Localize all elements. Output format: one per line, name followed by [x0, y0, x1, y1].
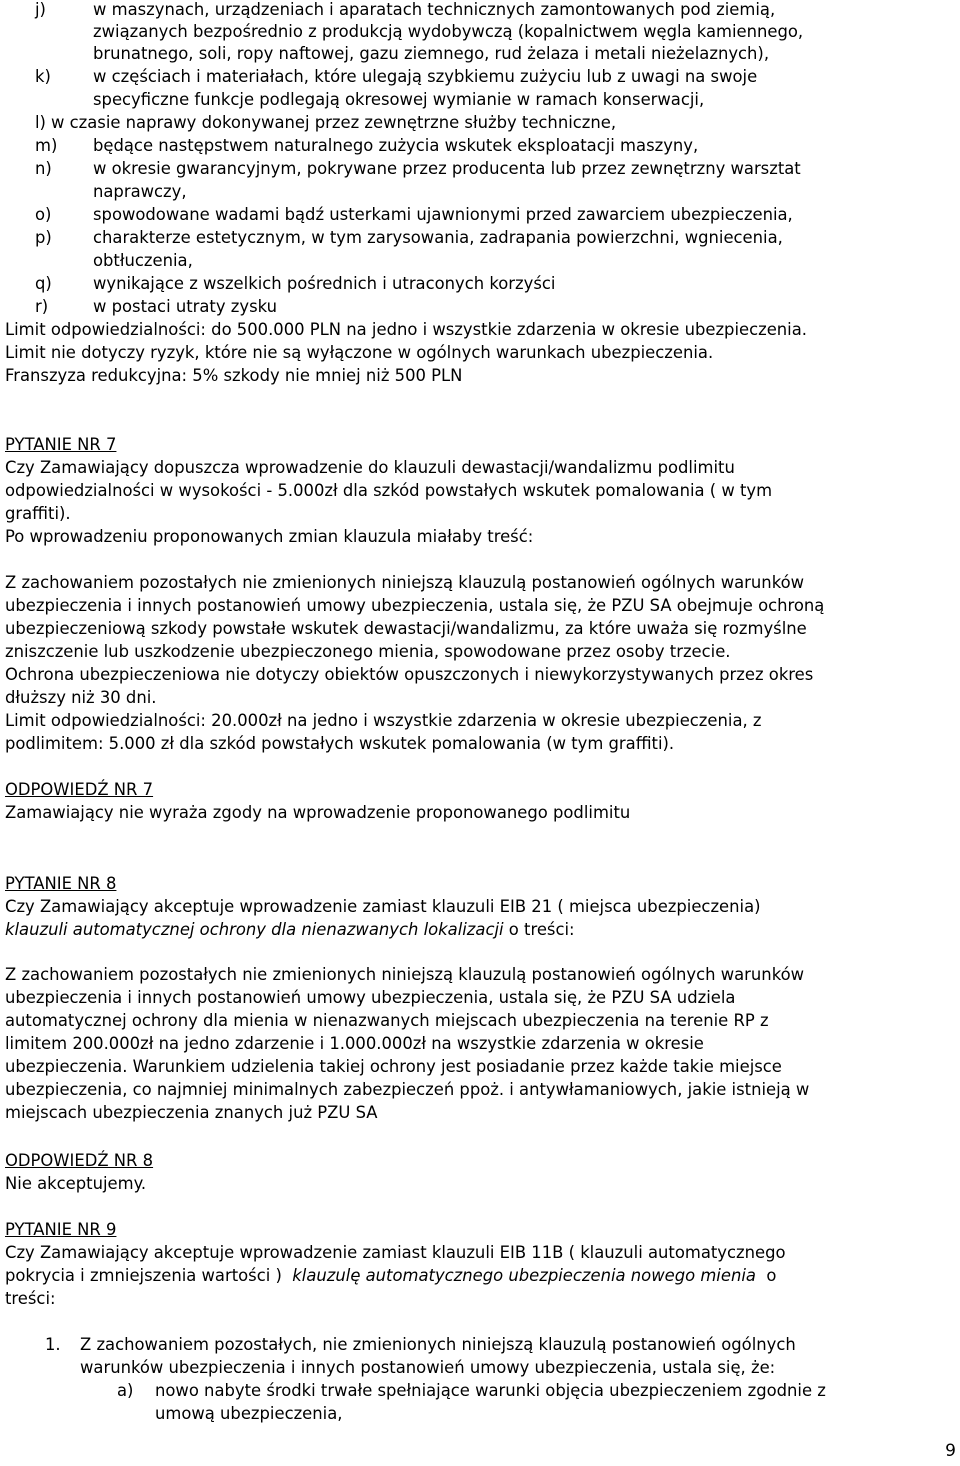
clause-8-line-7: miejscach ubezpieczenia znanych już PZU SA: [5, 1103, 378, 1122]
list-label-p: p): [35, 228, 52, 247]
question-8-italic-title: klauzuli automatycznej ochrony dla nienazwanych lokalizacji: [5, 920, 504, 939]
list-item-p-line-2: obtłuczenia,: [93, 251, 193, 270]
list-item-q-line-1: wynikające z wszelkich pośrednich i utraconych korzyści: [93, 274, 556, 293]
list-item-n-line-1: w okresie gwarancyjnym, pokrywane przez producenta lub przez zewnętrzny warsztat: [93, 159, 801, 178]
question-8-line-2: [5, 919, 575, 941]
list-item-j-line-1: w maszynach, urządzeniach i aparatach technicznych zamontowanych pod ziemią,: [93, 0, 776, 19]
limit-line-2: Limit nie dotyczy ryzyk, które nie są wyłączone w ogólnych warunkach ubezpieczenia.: [5, 343, 714, 362]
list-item-m-line-1: będące następstwem naturalnego zużycia wskutek eksploatacji maszyny,: [93, 136, 699, 155]
clause-7-line-4: zniszczenie lub uszkodzenie ubezpieczonego mienia, spowodowane przez osoby trzecie.: [5, 642, 731, 661]
limit-line-3: Franszyza redukcyjna: 5% szkody nie mniej niż 500 PLN: [5, 366, 463, 385]
question-8-heading: PYTANIE NR 8: [5, 874, 117, 893]
list-label-o: o): [35, 205, 52, 224]
clause-7-line-3: ubezpieczeniową szkody powstałe wskutek dewastacji/wandalizmu, za które uważa się rozmyślne: [5, 619, 807, 638]
question-7-line-1: Czy Zamawiający dopuszcza wprowadzenie do klauzuli dewastacji/wandalizmu podlimitu: [5, 458, 735, 477]
list-item-j-line-2: związanych bezpośrednio z produkcją wydobywczą (kopalnictwem węgla kamiennego,: [93, 22, 804, 41]
list-label-n: n): [35, 159, 52, 178]
clause-8-line-5: ubezpieczenia. Warunkiem udzielenia takiej ochrony jest posiadanie przez każde takie miejsce: [5, 1057, 782, 1076]
list-item-k-line-1: w częściach i materiałach, które ulegają szybkiemu zużyciu lub z uwagi na swoje: [93, 67, 758, 86]
clause-8-line-4: limitem 200.000zł na jedno zdarzenie i 1.000.000zł na wszystkie zdarzenia w okresie: [5, 1034, 704, 1053]
question-8-line-2-rest: o treści:: [503, 920, 575, 939]
sub-item-a-line-1: nowo nabyte środki trwałe spełniające warunki objęcia ubezpieczeniem zgodnie z: [155, 1381, 826, 1400]
list-item-j-line-3: brunatnego, soli, ropy naftowej, gazu ziemnego, rud żelaza i metali nieżelaznych),: [93, 44, 770, 63]
limit-line-1: Limit odpowiedzialności: do 500.000 PLN na jedno i wszystkie zdarzenia w okresie ubezpieczenia.: [5, 320, 807, 339]
numbered-item-1-label: 1.: [45, 1335, 61, 1354]
page-number: 9: [945, 1441, 956, 1461]
list-item-o-line-1: spowodowane wadami bądź usterkami ujawnionymi przed zawarciem ubezpieczenia,: [93, 205, 793, 224]
question-9-line-2: [5, 1265, 776, 1287]
list-label-k: k): [35, 67, 51, 86]
numbered-item-1-line-1: Z zachowaniem pozostałych, nie zmienionych niniejszą klauzulą postanowień ogólnych: [80, 1335, 796, 1354]
list-item-k-line-2: specyficzne funkcje podlegają okresowej wymianie w ramach konserwacji,: [93, 90, 705, 109]
clause-8-line-2: ubezpieczenia i innych postanowień umowy ubezpieczenia, ustala się, że PZU SA udziela: [5, 988, 736, 1007]
question-7-line-4: Po wprowadzeniu proponowanych zmian klauzula miałaby treść:: [5, 527, 534, 546]
answer-7-heading: ODPOWIEDŹ NR 7: [5, 780, 154, 799]
clause-7-line-7: Limit odpowiedzialności: 20.000zł na jedno i wszystkie zdarzenia w okresie ubezpieczenia, z: [5, 711, 762, 730]
clause-7-line-8: podlimitem: 5.000 zł dla szkód powstałych wskutek pomalowania (w tym graffiti).: [5, 734, 675, 753]
sub-item-a-line-2: umową ubezpieczenia,: [155, 1404, 343, 1423]
list-label-l: l): [35, 113, 46, 132]
list-label-m: m): [35, 136, 58, 155]
list-item-p-line-1: charakterze estetycznym, w tym zarysowania, zadrapania powierzchni, wgniecenia,: [93, 228, 783, 247]
list-item-l-line-1: w czasie naprawy dokonywanej przez zewnętrzne służby techniczne,: [51, 113, 617, 132]
sub-item-a-label: a): [117, 1381, 134, 1400]
question-9-italic-title: klauzulę automatycznego ubezpieczenia nowego mienia: [292, 1266, 756, 1285]
question-9-line-2-plain: pokrycia i zmniejszenia wartości ): [5, 1266, 293, 1285]
clause-7-line-1: Z zachowaniem pozostałych nie zmienionych niniejszą klauzulą postanowień ogólnych warunków: [5, 573, 805, 592]
answer-7-body: Zamawiający nie wyraża zgody na wprowadzenie proponowanego podlimitu: [5, 803, 631, 822]
answer-8-body: Nie akceptujemy.: [5, 1174, 147, 1193]
clause-8-line-3: automatycznej ochrony dla mienia w nienazwanych miejscach ubezpieczenia na terenie RP z: [5, 1011, 769, 1030]
question-9-line-1: Czy Zamawiający akceptuje wprowadzenie zamiast klauzuli EIB 11B ( klauzuli automatycznego: [5, 1243, 786, 1262]
numbered-item-1-line-2: warunków ubezpieczenia i innych postanowień umowy ubezpieczenia, ustala się, że:: [80, 1358, 776, 1377]
question-9-line-2-rest: o: [755, 1266, 777, 1285]
clause-8-line-1: Z zachowaniem pozostałych nie zmienionych niniejszą klauzulą postanowień ogólnych warunków: [5, 965, 805, 984]
list-item-r-line-1: w postaci utraty zysku: [93, 297, 277, 316]
clause-7-line-6: dłuższy niż 30 dni.: [5, 688, 157, 707]
question-8-line-1: Czy Zamawiający akceptuje wprowadzenie zamiast klauzuli EIB 21 ( miejsca ubezpieczenia): [5, 897, 761, 916]
question-9-heading: PYTANIE NR 9: [5, 1220, 117, 1239]
clause-7-line-2: ubezpieczenia i innych postanowień umowy ubezpieczenia, ustala się, że PZU SA obejmuje ochroną: [5, 596, 825, 615]
question-9-line-3: treści:: [5, 1289, 56, 1308]
question-7-line-3: graffiti).: [5, 504, 71, 523]
question-7-line-2: odpowiedzialności w wysokości - 5.000zł dla szkód powstałych wskutek pomalowania ( w tym: [5, 481, 773, 500]
clause-7-line-5: Ochrona ubezpieczeniowa nie dotyczy obiektów opuszczonych i niewykorzystywanych przez okres: [5, 665, 814, 684]
list-item-n-line-2: naprawczy,: [93, 182, 187, 201]
list-label-j: j): [35, 0, 46, 19]
list-label-q: q): [35, 274, 52, 293]
clause-8-line-6: ubezpieczenia, co najmniej minimalnych zabezpieczeń ppoż. i antywłamaniowych, jakie istnieją w: [5, 1080, 810, 1099]
list-label-r: r): [35, 297, 49, 316]
answer-8-heading: ODPOWIEDŹ NR 8: [5, 1151, 154, 1170]
question-7-heading: PYTANIE NR 7: [5, 435, 117, 454]
